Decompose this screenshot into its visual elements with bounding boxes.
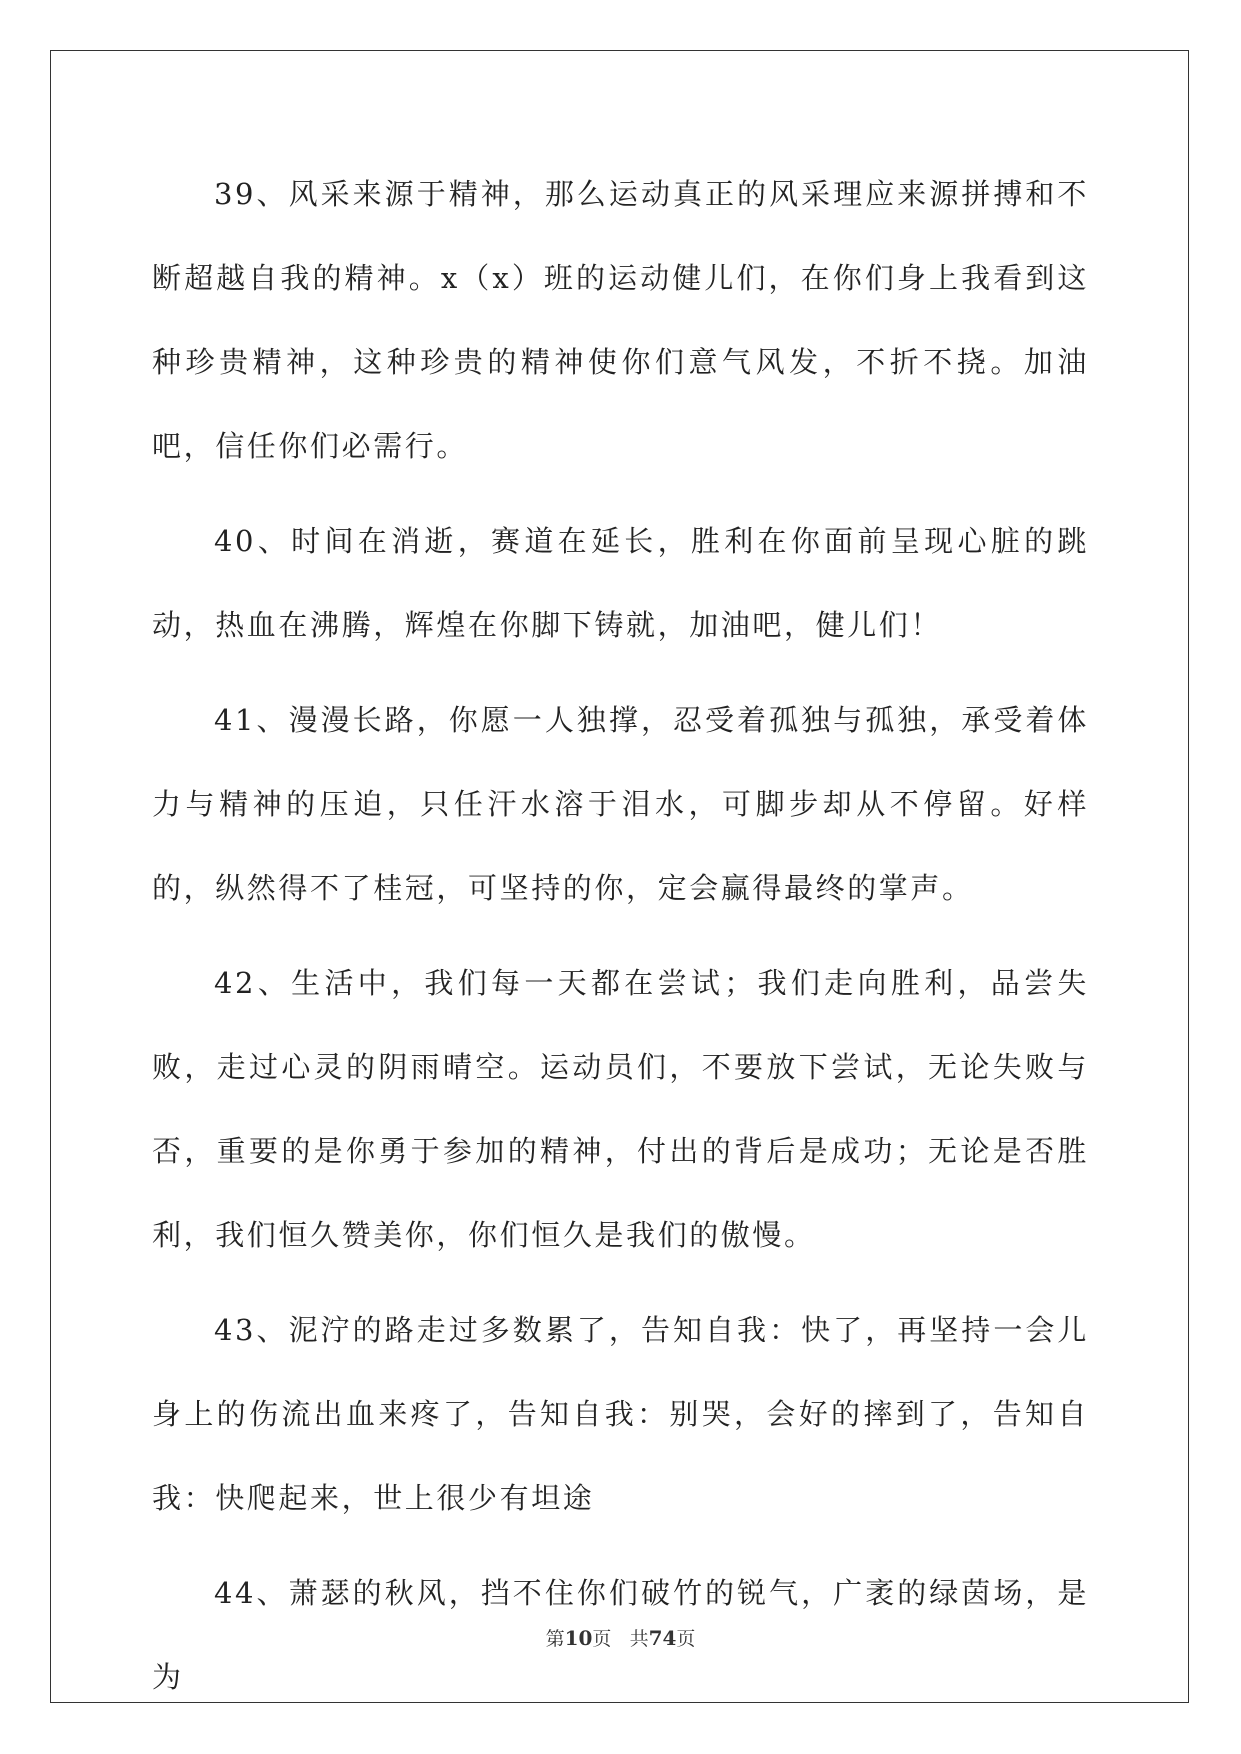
paragraph-44: 44、萧瑟的秋风，挡不住你们破竹的锐气，广袤的绿茵场，是为 — [152, 1576, 1089, 1694]
page-suffix: 页 — [592, 1628, 612, 1650]
paragraph-43: 43、泥泞的路走过多数累了，告知自我：快了，再坚持一会儿身上的伤流出血来疼了，告知自我：别哭，会好的摔到了，告知自我：快爬起来，世上很少有坦途 — [152, 1313, 1089, 1515]
page-footer — [0, 1624, 1241, 1651]
paragraph-39: 39、风采来源于精神，那么运动真正的风采理应来源拼搏和不断超越自我的精神。x（x）班的运动健儿们，在你们身上我看到这种珍贵精神，这种珍贵的精神使你们意气风发，不折不挠。加油吧，信任你们必需行。 — [152, 177, 1089, 463]
current-page-number: 10 — [564, 1626, 593, 1650]
paragraph-40: 40、时间在消逝，赛道在延长，胜利在你面前呈现心脏的跳动，热血在沸腾，辉煌在你脚下铸就，加油吧，健儿们！ — [152, 524, 1089, 642]
total-suffix: 页 — [676, 1628, 696, 1650]
document-body — [152, 152, 1089, 1730]
paragraph-42: 42、生活中，我们每一天都在尝试；我们走向胜利，品尝失败，走过心灵的阴雨晴空。运动员们，不要放下尝试，无论失败与否，重要的是你勇于参加的精神，付出的背后是成功；无论是否胜利，我们恒久赞美你，你们恒久是我们的傲慢。 — [152, 966, 1089, 1252]
total-prefix: 共 — [629, 1628, 649, 1650]
page-prefix: 第 — [545, 1628, 565, 1650]
total-pages-number: 74 — [648, 1626, 677, 1650]
paragraph-41: 41、漫漫长路，你愿一人独撑，忍受着孤独与孤独，承受着体力与精神的压迫，只任汗水溶于泪水，可脚步却从不停留。好样的，纵然得不了桂冠，可坚持的你，定会赢得最终的掌声。 — [152, 703, 1089, 905]
